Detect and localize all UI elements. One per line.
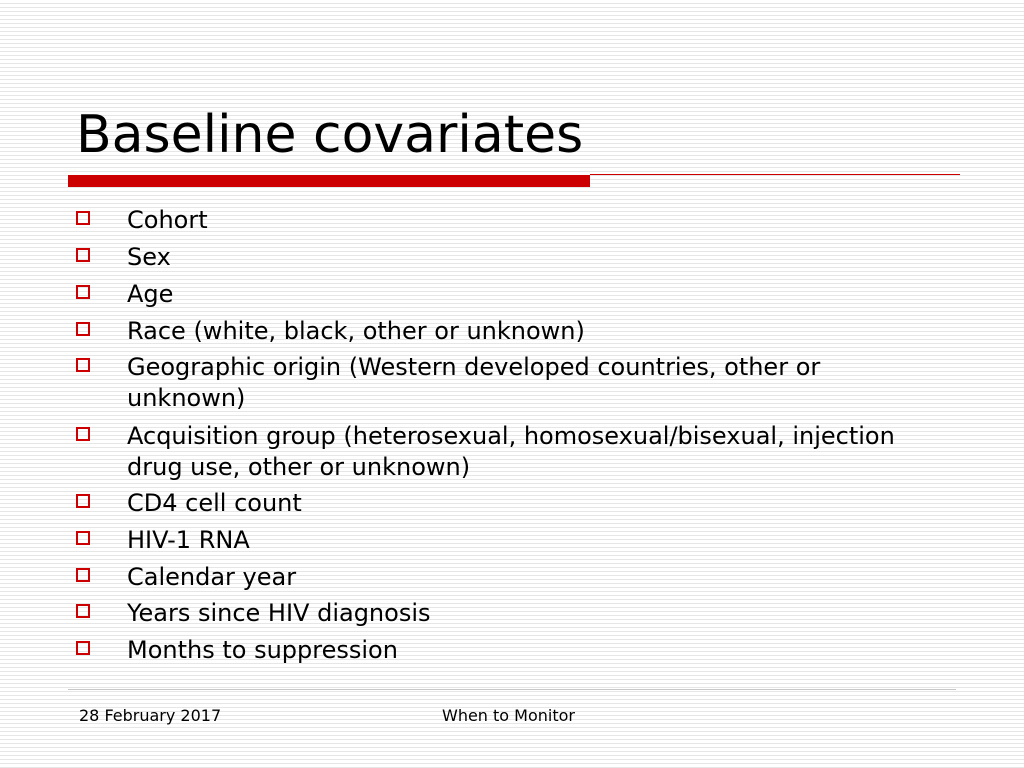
hollow-square-icon [76,248,90,262]
hollow-square-icon [76,322,90,336]
hollow-square-icon [76,427,90,441]
bullet-text: HIV-1 RNA [127,526,250,554]
footer-title: When to Monitor [442,706,575,725]
hollow-square-icon [76,568,90,582]
hollow-square-icon [76,531,90,545]
bullet-text: Cohort [127,206,208,234]
bullet-text: Years since HIV diagnosis [127,599,431,627]
hollow-square-icon [76,358,90,372]
bullet-text: Acquisition group (heterosexual, homosexual/bisexual, injection drug use, other or unknown) [127,422,895,481]
hollow-square-icon [76,285,90,299]
bullet-text: CD4 cell count [127,489,302,517]
hollow-square-icon [76,494,90,508]
bullet-text: Age [127,280,174,308]
title-underline-thin [590,174,960,175]
title-underline-thick [68,175,590,187]
bullet-text: Geographic origin (Western developed countries, other or unknown) [127,353,821,412]
bullet-text: Race (white, black, other or unknown) [127,317,585,345]
footer-divider [68,689,956,690]
hollow-square-icon [76,641,90,655]
bullet-text: Sex [127,243,171,271]
bullet-text: Months to suppression [127,636,398,664]
hollow-square-icon [76,604,90,618]
bullet-text: Calendar year [127,563,297,591]
hollow-square-icon [76,211,90,225]
footer-date: 28 February 2017 [79,706,222,725]
slide-title: Baseline covariates [76,105,584,165]
